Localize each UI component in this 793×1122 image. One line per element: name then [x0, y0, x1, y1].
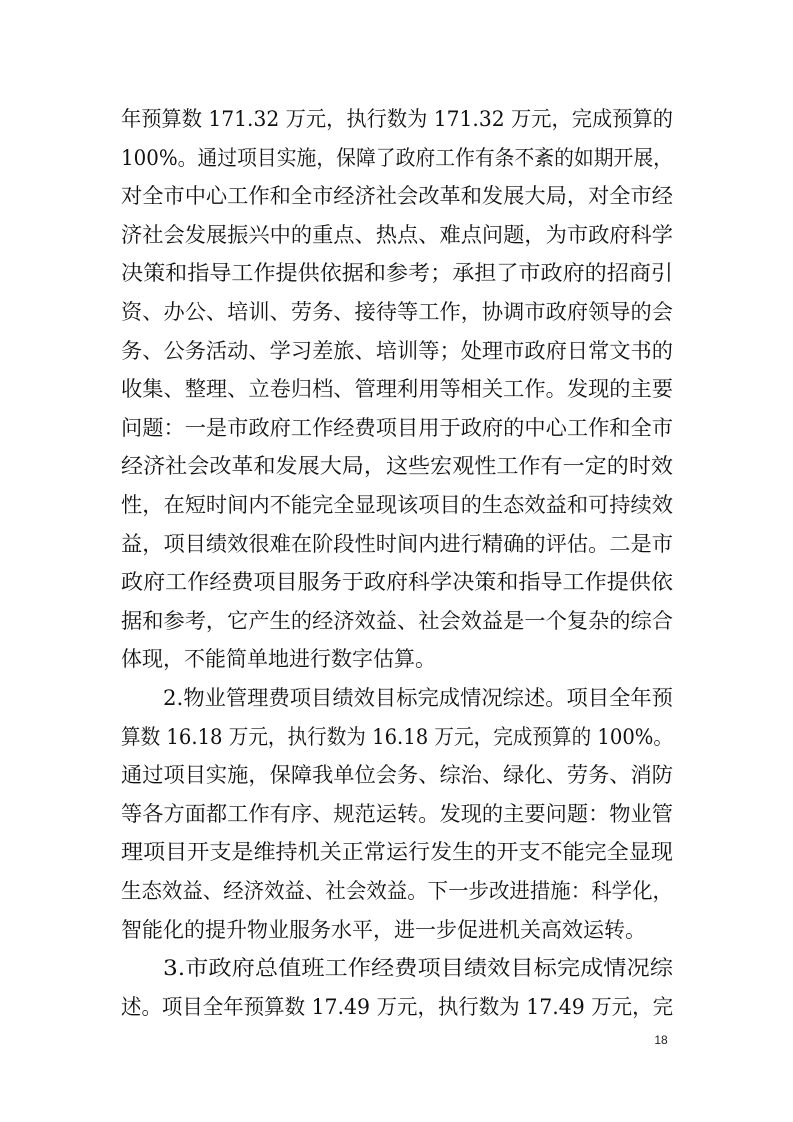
text-line: 济社会发展振兴中的重点、热点、难点问题，为市政府科学 — [121, 223, 674, 247]
text-line: 述。项目全年预算数 17.49 万元，执行数为 17.49 万元，完 — [121, 995, 674, 1019]
text-line: 益，项目绩效很难在阶段性时间内进行精确的评估。二是市 — [121, 532, 674, 556]
text-line: 收集、整理、立卷归档、管理利用等相关工作。发现的主要 — [121, 377, 674, 401]
text-line: 2.物业管理费项目绩效目标完成情况综述。项目全年预 — [163, 686, 673, 710]
text-line: 问题：一是市政府工作经费项目用于政府的中心工作和全市 — [121, 416, 674, 440]
text-line: 政府工作经费项目服务于政府科学决策和指导工作提供依 — [121, 570, 673, 594]
text-line: 100%。通过项目实施，保障了政府工作有条不紊的如期开展， — [121, 146, 673, 170]
text-line: 对全市中心工作和全市经济社会改革和发展大局，对全市经 — [121, 184, 674, 208]
text-line: 据和参考，它产生的经济效益、社会效益是一个复杂的综合 — [121, 609, 674, 633]
text-line: 务、公务活动、学习差旅、培训等；处理市政府日常文书的 — [121, 339, 674, 363]
text-line: 体现，不能简单地进行数字估算。 — [121, 647, 436, 671]
text-line: 通过项目实施，保障我单位会务、综治、绿化、劳务、消防 — [121, 763, 674, 787]
text-line: 智能化的提升物业服务水平，进一步促进机关高效运转。 — [121, 918, 646, 942]
text-line: 等各方面都工作有序、规范运转。发现的主要问题：物业管 — [121, 802, 674, 826]
text-line: 性，在短时间内不能完全显现该项目的生态效益和可持续效 — [121, 493, 674, 517]
text-line: 决策和指导工作提供依据和参考；承担了市政府的招商引 — [121, 261, 673, 285]
text-line: 资、办公、培训、劳务、接待等工作，协调市政府领导的会 — [121, 300, 674, 324]
text-line: 理项目开支是维持机关正常运行发生的开支不能完全显现 — [121, 840, 673, 864]
text-line: 生态效益、经济效益、社会效益。下一步改进措施：科学化， — [121, 879, 673, 903]
text-line: 年预算数 171.32 万元，执行数为 171.32 万元，完成预算的 — [121, 107, 673, 131]
text-line: 经济社会改革和发展大局，这些宏观性工作有一定的时效 — [121, 454, 673, 478]
text-line: 算数 16.18 万元，执行数为 16.18 万元，完成预算的 100%。 — [121, 725, 674, 749]
text-line: 3.市政府总值班工作经费项目绩效目标完成情况综 — [163, 956, 674, 980]
page-number: 18 — [654, 1033, 668, 1047]
